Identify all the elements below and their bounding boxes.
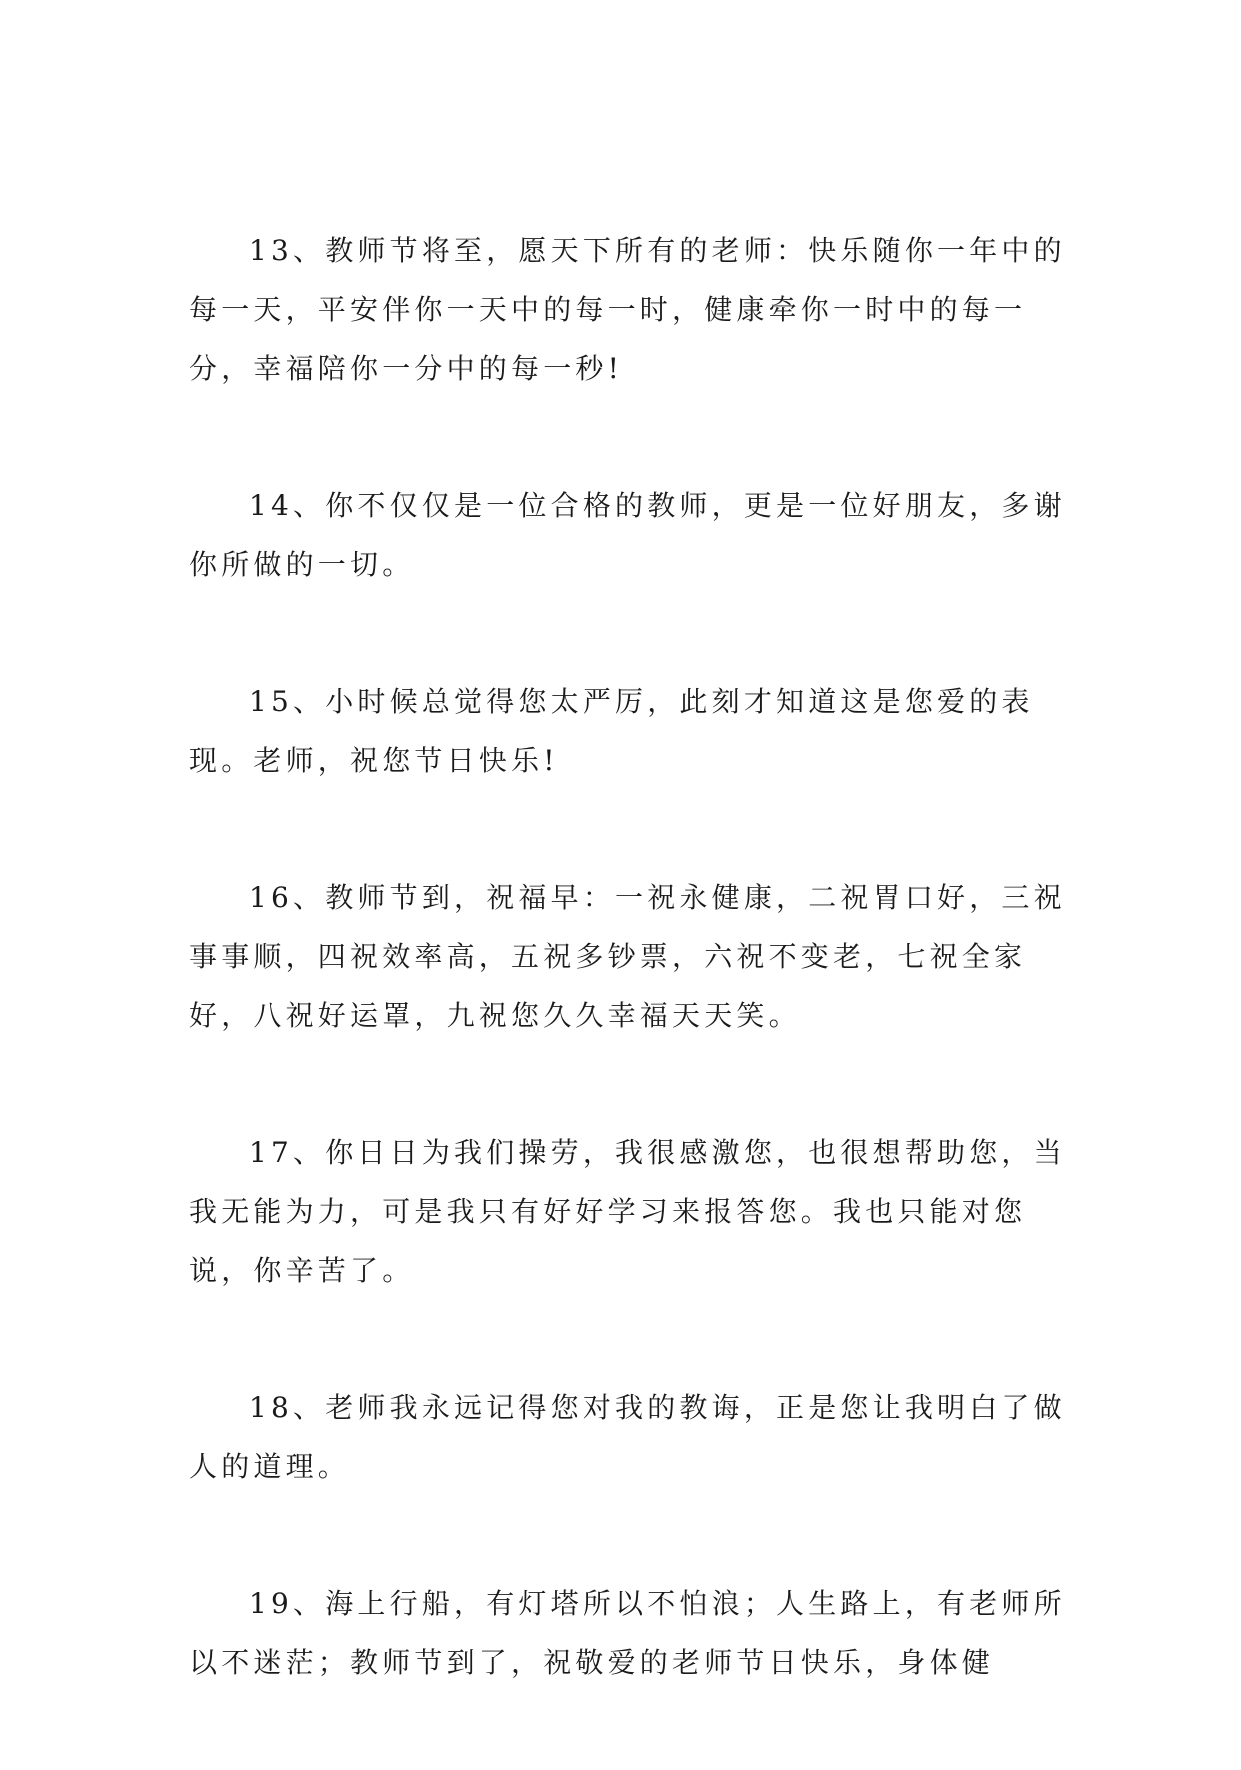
paragraph-16: 16、教师节到，祝福早：一祝永健康，二祝胃口好，三祝事事顺，四祝效率高，五祝多钞票，六祝不变老，七祝全家好，八祝好运罩，九祝您久久幸福天天笑。	[189, 881, 1066, 1032]
paragraph-18: 18、老师我永远记得您对我的教诲，正是您让我明白了做人的道理。	[189, 1391, 1066, 1483]
paragraph-13: 13、教师节将至，愿天下所有的老师：快乐随你一年中的每一天，平安伴你一天中的每一时，健康牵你一时中的每一分，幸福陪你一分中的每一秒!	[189, 234, 1066, 385]
paragraph-19: 19、海上行船，有灯塔所以不怕浪；人生路上，有老师所以不迷茫；教师节到了，祝敬爱的老师节日快乐，身体健	[189, 1587, 1066, 1679]
paragraph-15: 15、小时候总觉得您太严厉，此刻才知道这是您爱的表现。老师，祝您节日快乐!	[189, 685, 1034, 777]
paragraph-14: 14、你不仅仅是一位合格的教师，更是一位好朋友，多谢你所做的一切。	[189, 489, 1066, 581]
paragraph-17: 17、你日日为我们操劳，我很感激您，也很想帮助您，当我无能为力，可是我只有好好学习来报答您。我也只能对您说，你辛苦了。	[189, 1136, 1066, 1287]
document-body	[189, 221, 1067, 1770]
